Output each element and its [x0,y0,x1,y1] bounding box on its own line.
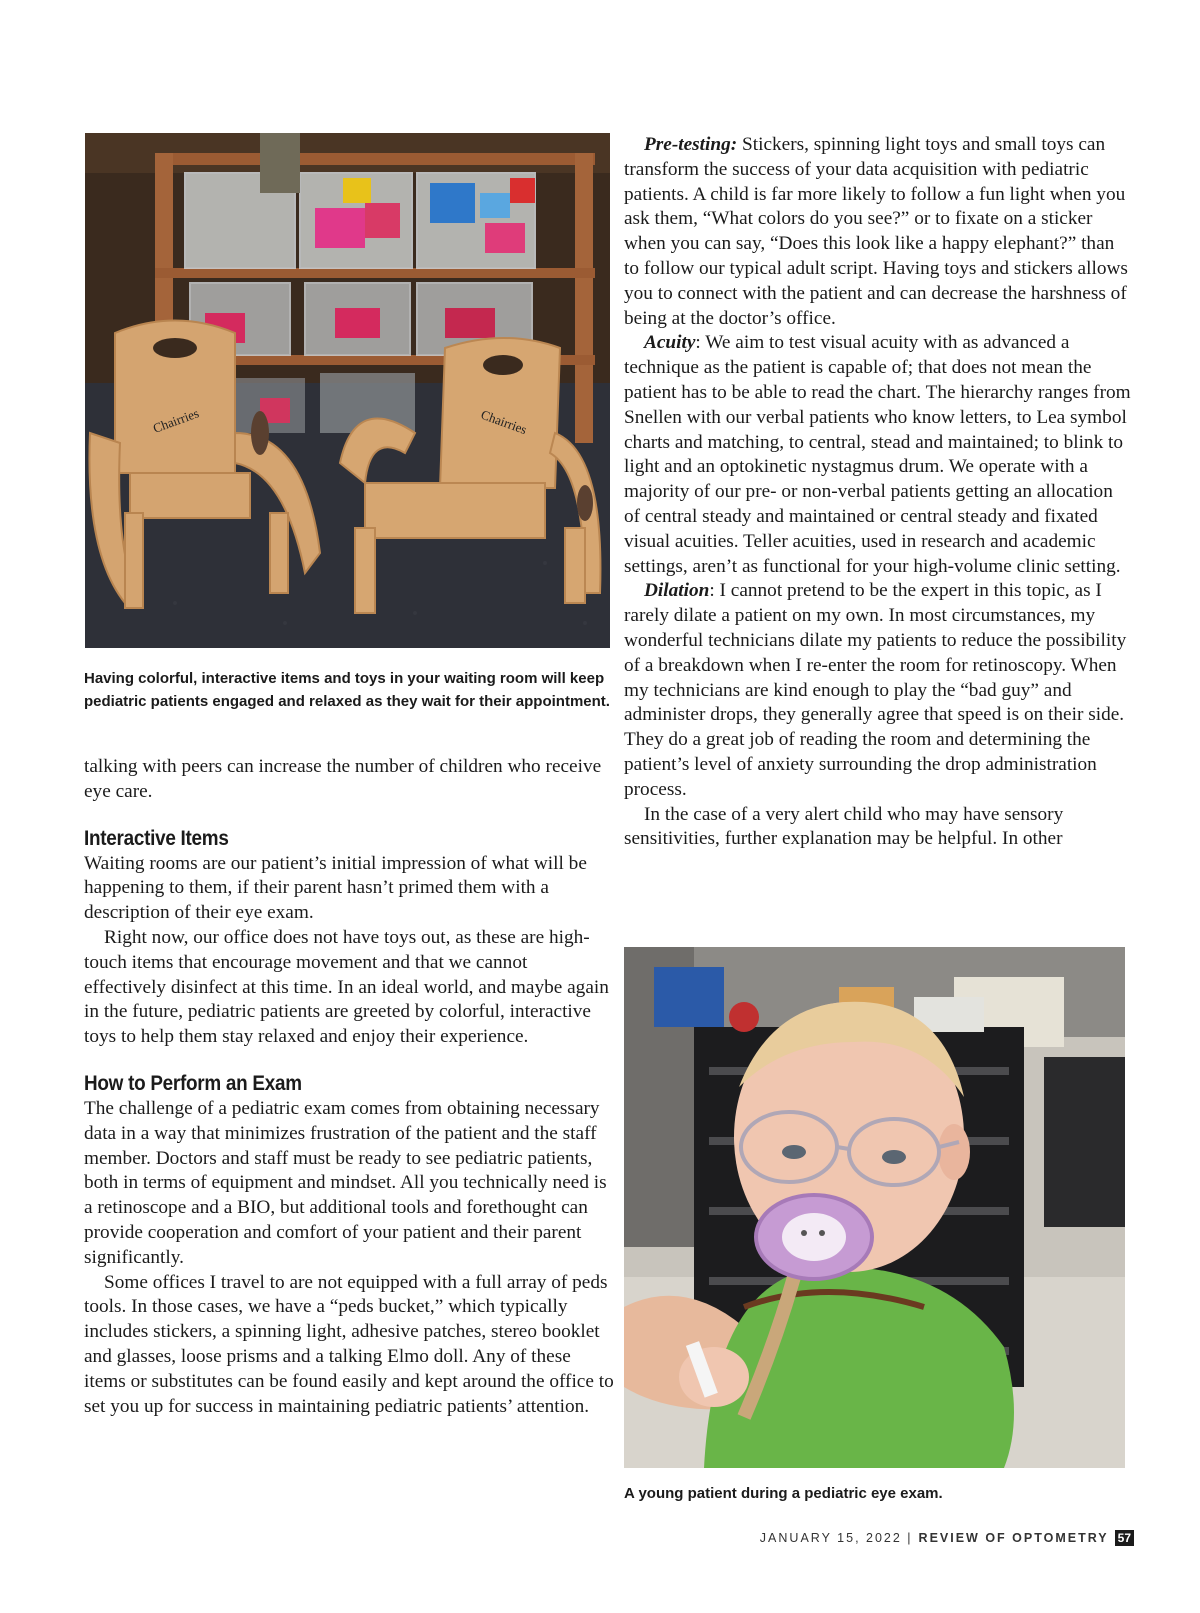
dilation-text: : I cannot pretend to be the expert in this topic, as I rarely dilate a patient on my own. In most circumstances, my wonderful technicians dilate my patients to reduce the possibility of a breakdown when I re-enter the room for retinoscopy. When my technicians are kind enough to play the “bad guy” and administer drops, they generally agree that speed is on their side. They do a great job of reading the room and determining the patient’s level of anxiety surrounding the drop administration process. [624,580,1127,800]
chair-logo-right: Chairries [478,406,529,438]
left-column [84,755,614,1419]
page-footer [760,1530,1134,1546]
footer-date: JANUARY 15, 2022 | [759,1531,913,1545]
young-patient-photo [624,947,1125,1468]
waiting-room-photo [85,133,610,648]
sensory-paragraph: In the case of a very alert child who may have sensory sensitivities, further explanation may be helpful. In other [624,803,1064,850]
pretesting-text: Stickers, spinning light toys and small toys can transform the success of your data acquisition with pediatric patients. A child is far more likely to follow a fun light when you ask them, “What colors do you see?” or to fixate on a sticker when you can say, “Does this look like a happy elephant?” than to follow our typical adult script. Having toys and stickers allows you to connect with the patient and can decrease the harshness of being at the doctor’s office. [624,134,1128,329]
footer-publication: REVIEW OF OPTOMETRY [918,1531,1109,1545]
paragraph: Right now, our office does not have toys out, as these are high-touch items that encourage movement and that we cannot effectively disinfect at this time. In an ideal world, and maybe again in the future, pediatric patients are greeted by colorful, interactive toys to help them stay relaxed and enjoy their experience. [84,926,609,1048]
paragraph: Waiting rooms are our patient’s initial impression of what will be happening to them, if their parent hasn’t primed them with a description of their eye exam. [84,852,587,924]
dilation-lead: Dilation [644,580,710,602]
waiting-room-caption: Having colorful, interactive items and toys in your waiting room will keep pediatric patients engaged and relaxed as they wait for their appointment. [84,670,610,710]
paragraph: Some offices I travel to are not equipped with a full array of peds tools. In those cases, we have a “peds bucket,” which typically includes stickers, a spinning light, adhesive patches, stereo booklet and glasses, loose prisms and a talking Elmo doll. Any of these items or substitutes can be found easily and kept around the office to set you up for success in maintaining pediatric patients’ attention. [84,1271,614,1417]
page-number: 57 [1115,1530,1134,1546]
chair-logo-left: Chairries [150,405,201,436]
paragraph: The challenge of a pediatric exam comes from obtaining necessary data in a way that minimizes frustration of the patient and the staff member. Doctors and staff must be ready to see pediatric patients, both in terms of equipment and mindset. All you technically need is a retinoscope and a BIO, but additional tools and forethought can provide cooperation and comfort of your patient and their parent significantly. [84,1097,607,1268]
section-heading-how-to-perform-exam: How to Perform an Exam [84,1071,302,1095]
young-patient-caption: A young patient during a pediatric eye exam. [624,1485,943,1502]
continuation-paragraph: talking with peers can increase the number of children who receive eye care. [84,756,602,802]
acuity-text: : We aim to test visual acuity with as advanced a technique as the patient is capable of; that does not mean the patient has to be able to read the chart. The hierarchy ranges from Snellen with our verbal patients who know letters, to Lea symbol charts and matching, to central, stead and maintained; to blink to light and an optokinetic nystagmus drum. We operate with a majority of our pre- or non-verbal patients getting an allocation of central steady and maintained or central steady and fixated visual acuities. Teller acuities, used in research and academic settings, aren’t as functional for your high-volume clinic setting. [624,332,1131,577]
pretesting-paragraph [624,133,1132,331]
section-heading-interactive-items: Interactive Items [84,826,229,850]
right-column [624,133,1132,852]
acuity-paragraph [624,331,1132,579]
pretesting-lead: Pre-testing: [644,134,738,155]
acuity-lead: Acuity [644,332,696,354]
dilation-paragraph [624,579,1132,802]
